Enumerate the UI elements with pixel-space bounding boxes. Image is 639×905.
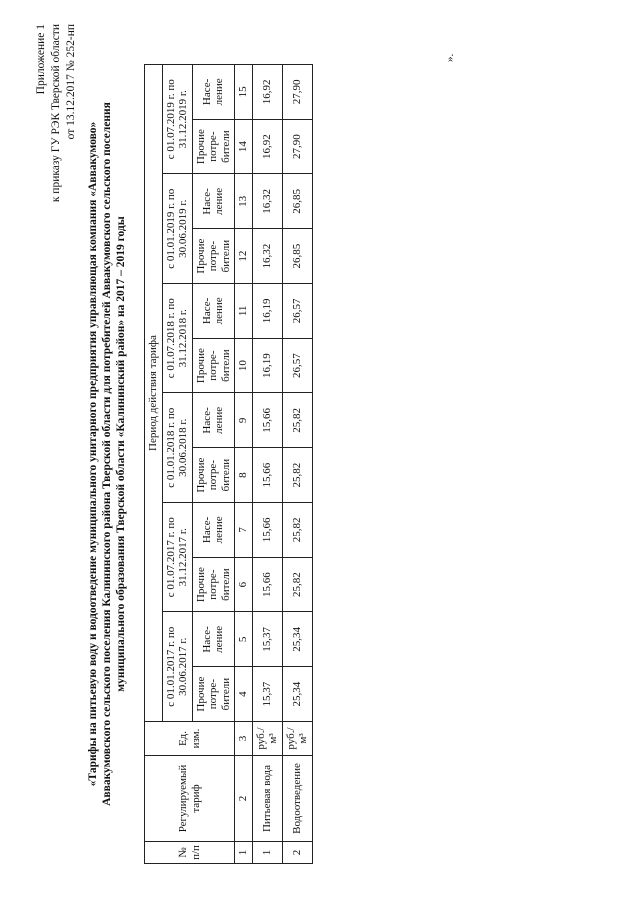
- tariff-value: 25,82: [282, 393, 312, 448]
- tariff-value: 16,32: [252, 174, 282, 229]
- col-number: 1: [235, 842, 253, 864]
- col-number: 13: [235, 174, 253, 229]
- appendix-line-3: от 13.12.2017 № 252-нп: [65, 24, 77, 140]
- document-title: [86, 24, 128, 884]
- header-population: Насе- ление: [192, 174, 235, 229]
- header-period-5: с 01.01.2019 г. по 30.06.2019 г.: [162, 174, 192, 284]
- col-number: 7: [235, 503, 253, 558]
- header-period-3: с 01.01.2018 г. по 30.06.2018 г.: [162, 393, 192, 503]
- row-name: Питьевая вода: [252, 756, 282, 842]
- header-other: Прочие потре- бители: [192, 448, 235, 503]
- tariff-value: 16,19: [252, 338, 282, 393]
- column-number-row: [235, 65, 253, 864]
- header-other: Прочие потре- бители: [192, 557, 235, 612]
- header-unit: Ед. изм.: [145, 722, 235, 756]
- col-number: 5: [235, 612, 253, 667]
- tariff-table: [144, 64, 313, 864]
- row-unit: руб./м³: [282, 722, 312, 756]
- header-row-1: [145, 65, 163, 864]
- col-number: 6: [235, 557, 253, 612]
- col-number: 11: [235, 284, 253, 339]
- header-population: Насе- ление: [192, 284, 235, 339]
- header-period-4: с 01.07.2018 г. по 31.12.2018 г.: [162, 284, 192, 394]
- title-line-3: муниципального образования Тверской области «Калининский район» на 2017 – 2019 годы: [115, 216, 127, 692]
- tariff-value: 25,34: [282, 612, 312, 667]
- tariff-value: 15,66: [252, 557, 282, 612]
- col-number: 12: [235, 229, 253, 284]
- tariff-value: 25,82: [282, 557, 312, 612]
- header-period-6: с 01.07.2019 г. по 31.12.2019 г.: [162, 65, 192, 175]
- row-num: 2: [282, 842, 312, 864]
- tariff-value: 26,85: [282, 174, 312, 229]
- tariff-value: 15,37: [252, 612, 282, 667]
- tariff-value: 25,34: [282, 667, 312, 722]
- tariff-value: 16,92: [252, 65, 282, 120]
- table-row-drinking-water: [252, 65, 282, 864]
- header-population: Насе- ление: [192, 612, 235, 667]
- header-period: Период действия тарифа: [145, 65, 163, 722]
- col-number: 2: [235, 756, 253, 842]
- header-other: Прочие потре- бители: [192, 229, 235, 284]
- header-tariff: Регулируемый тариф: [145, 756, 235, 842]
- header-other: Прочие потре- бители: [192, 667, 235, 722]
- tariff-value: 15,37: [252, 667, 282, 722]
- tariff-value: 15,66: [252, 503, 282, 558]
- col-number: 14: [235, 119, 253, 174]
- closing-quote: ».: [444, 53, 456, 62]
- row-unit: руб./м³: [252, 722, 282, 756]
- table-row-wastewater: [282, 65, 312, 864]
- header-period-1: с 01.01.2017 г. по 30.06.2017 г.: [162, 612, 192, 722]
- tariff-value: 27,90: [282, 119, 312, 174]
- header-population: Насе- ление: [192, 393, 235, 448]
- tariff-value: 27,90: [282, 65, 312, 120]
- row-num: 1: [252, 842, 282, 864]
- appendix-block: [34, 24, 79, 202]
- header-other: Прочие потре- бители: [192, 119, 235, 174]
- header-population: Насе- ление: [192, 503, 235, 558]
- col-number: 9: [235, 393, 253, 448]
- row-name: Водоотведение: [282, 756, 312, 842]
- rotated-page-content: [16, 24, 616, 884]
- header-other: Прочие потре- бители: [192, 338, 235, 393]
- tariff-value: 25,82: [282, 503, 312, 558]
- appendix-line-2: к приказу ГУ РЭК Тверской области: [50, 24, 62, 203]
- tariff-value: 15,66: [252, 448, 282, 503]
- header-period-2: с 01.07.2017 г. по 31.12.2017 г.: [162, 503, 192, 613]
- tariff-value: 16,32: [252, 229, 282, 284]
- tariff-value: 16,19: [252, 284, 282, 339]
- appendix-line-1: Приложение 1: [35, 24, 47, 95]
- tariff-value: 16,92: [252, 119, 282, 174]
- tariff-value: 26,57: [282, 338, 312, 393]
- col-number: 4: [235, 667, 253, 722]
- title-line-2: Аввакумовского сельского поселения Калининского района Тверской области для потребителей Аввакумовского сельского поселения: [101, 102, 113, 806]
- col-number: 8: [235, 448, 253, 503]
- tariff-value: 26,57: [282, 284, 312, 339]
- header-population: Насе- ление: [192, 65, 235, 120]
- tariff-value: 25,82: [282, 448, 312, 503]
- col-number: 3: [235, 722, 253, 756]
- header-num: № п/п: [145, 842, 235, 864]
- title-line-1: «Тарифы на питьевую воду и водоотведение муниципального унитарного предприятия управляющая компания «Аввакумово»: [87, 121, 99, 787]
- col-number: 10: [235, 338, 253, 393]
- col-number: 15: [235, 65, 253, 120]
- tariff-value: 26,85: [282, 229, 312, 284]
- tariff-value: 15,66: [252, 393, 282, 448]
